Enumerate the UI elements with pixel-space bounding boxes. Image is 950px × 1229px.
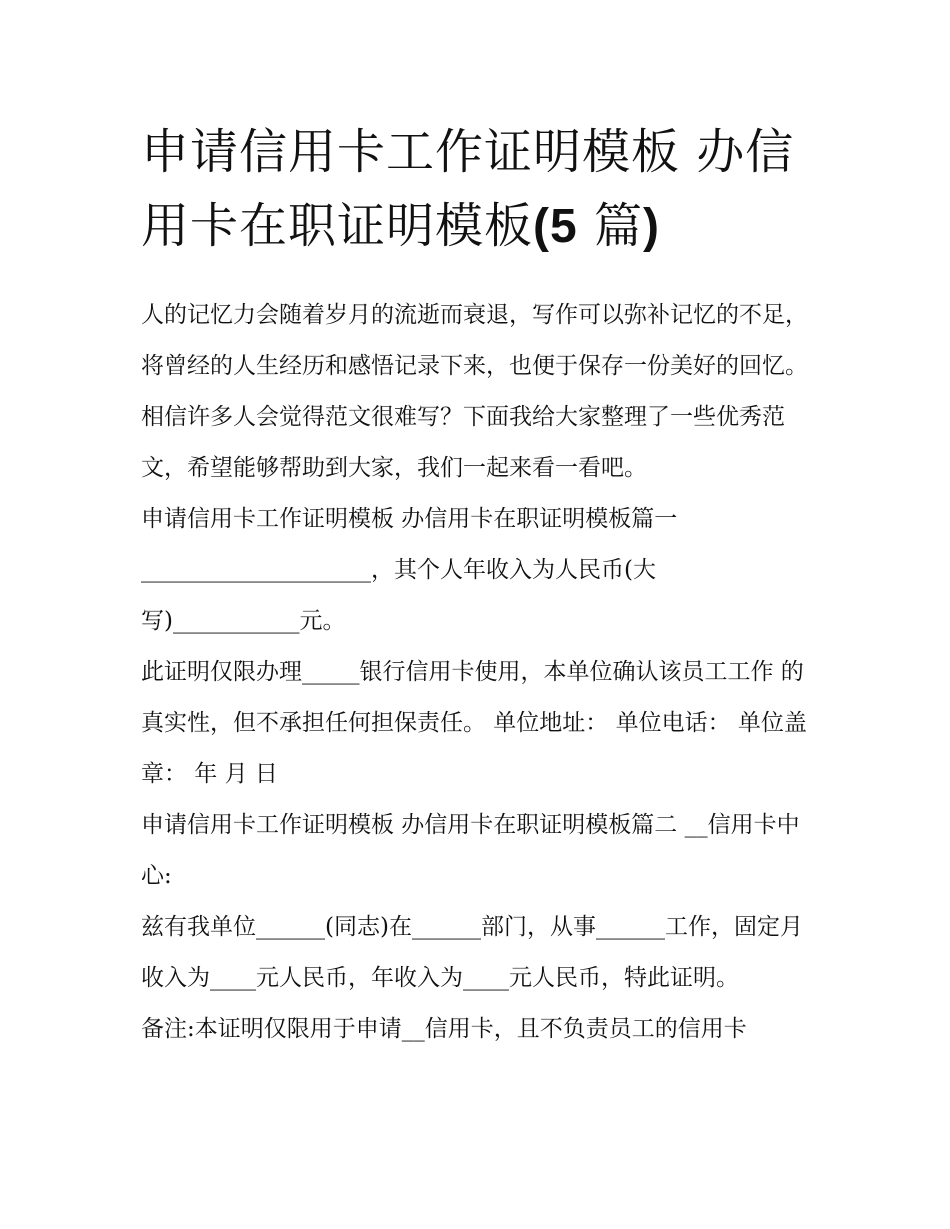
- title-line-2-main: 用卡在职证明模板: [141, 198, 534, 254]
- title-count-open: (5: [533, 200, 578, 253]
- part-two-heading: 申请信用卡工作证明模板 办信用卡在职证明模板篇二 __信用卡中心:: [141, 812, 800, 889]
- intro-paragraph: 人的记忆力会随着岁月的流逝而衰退，写作可以弥补记忆的不足，将曾经的人生经历和感悟记录下来，也便于保存一份美好的回忆。相信许多人会觉得范文很难写？下面我给大家整理了一些优秀范文，希望能够帮助到大家，我们一起来看一看吧。: [141, 302, 808, 481]
- title-line-2: [141, 189, 816, 264]
- document-title: [141, 115, 816, 264]
- title-line-1: 申请信用卡工作证明模板 办信: [141, 124, 795, 180]
- title-count-close: ): [642, 200, 660, 253]
- title-count-unit: 篇: [577, 198, 643, 254]
- income-line-1: ____________________，其个人年收入为人民币(大: [141, 557, 656, 583]
- income-line-2: 写)___________元。: [141, 608, 346, 634]
- document-page: [141, 115, 816, 1055]
- usage-note-paragraph: 此证明仅限办理_____银行信用卡使用，本单位确认该员工工作 的真实性，但不承担任何担保责任。 单位地址： 单位电话： 单位盖章： 年 月 日: [141, 659, 807, 787]
- income-paragraph: [141, 545, 816, 647]
- employment-paragraph: 兹有我单位______(同志)在______部门，从事______工作，固定月收入为____元人民币，年收入为____元人民币，特此证明。: [141, 914, 803, 991]
- remark-paragraph: 备注:本证明仅限用于申请__信用卡，且不负责员工的信用卡: [141, 1016, 747, 1042]
- part-one-heading: 申请信用卡工作证明模板 办信用卡在职证明模板篇一: [141, 506, 678, 532]
